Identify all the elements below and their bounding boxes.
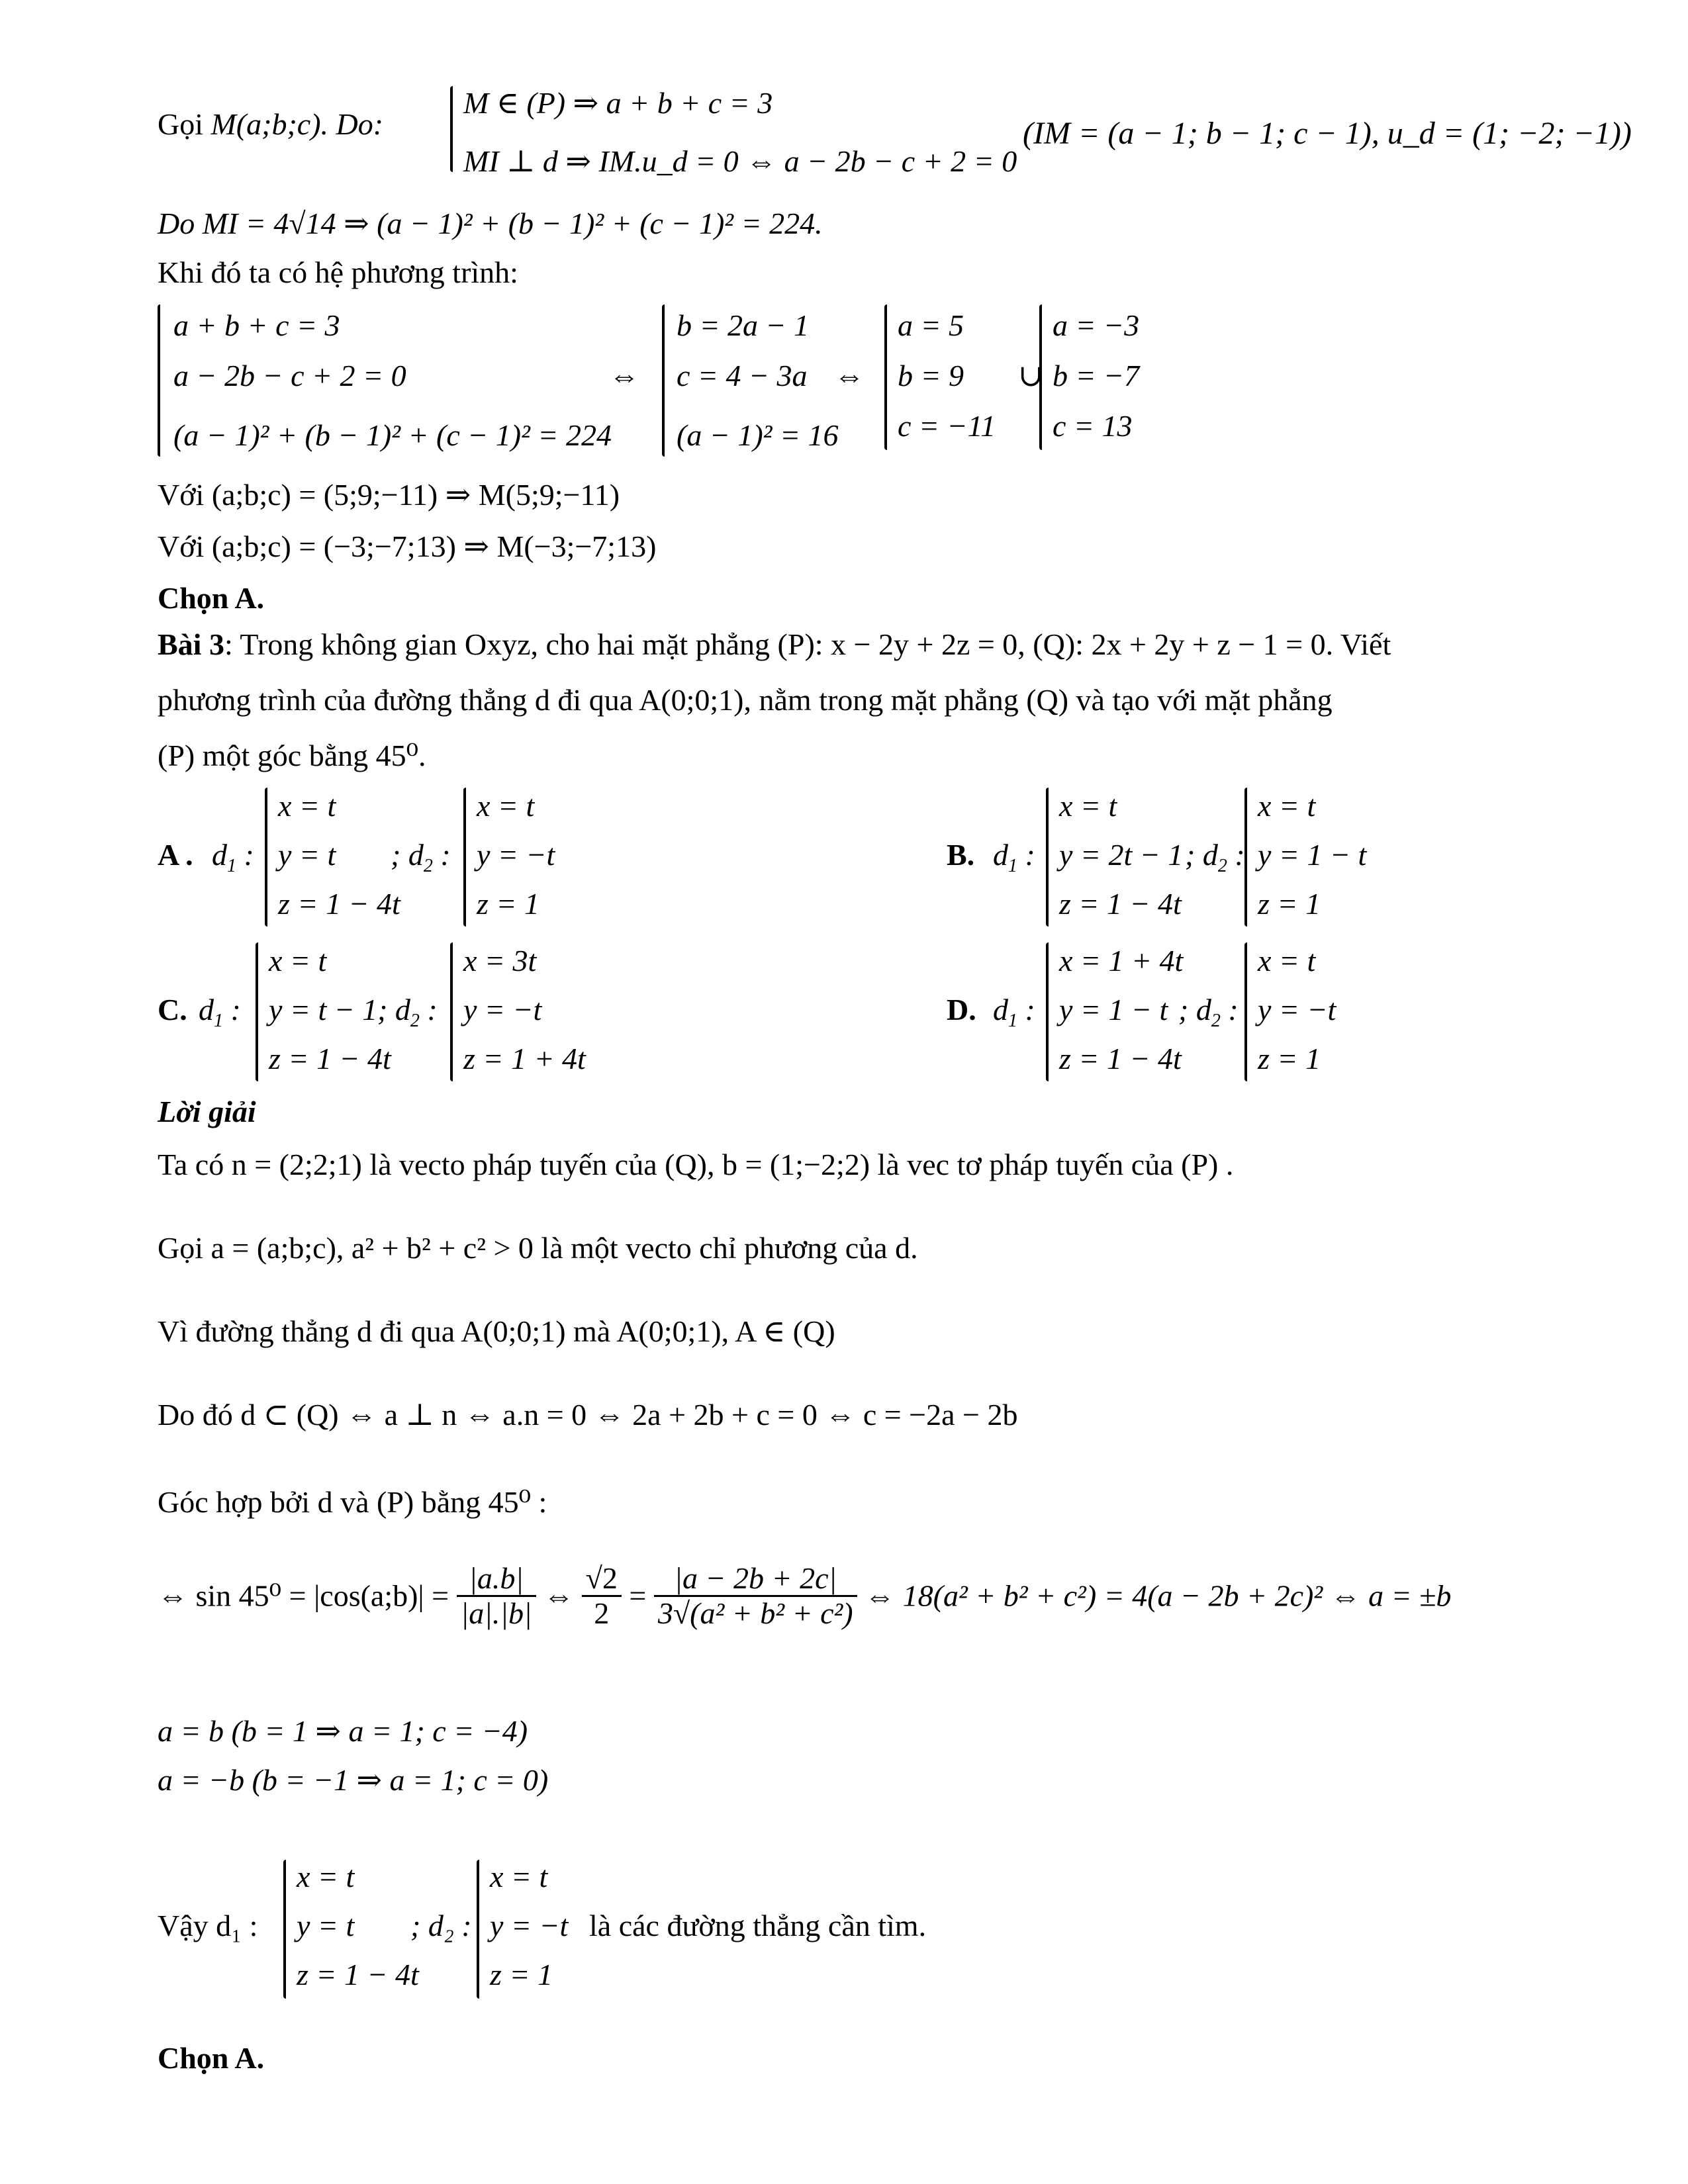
equation: y = −t: [463, 993, 542, 1026]
equation: a = −b (b = −1 ⇒ a = 1; c = 0): [158, 1763, 549, 1797]
brace: [1039, 304, 1042, 450]
equation: y = −t: [477, 838, 555, 872]
equation: M ∈ (P) ⇒ a + b + c = 3: [463, 86, 773, 120]
equation: z = 1 − 4t: [1059, 1042, 1182, 1075]
equiv-symbol: ⇔: [834, 359, 865, 392]
brace: [1244, 788, 1247, 927]
d1-label: $d_1$ :: [212, 838, 254, 877]
option-a-label: A .: [158, 838, 193, 872]
equation: z = 1 − 4t: [269, 1042, 391, 1075]
brace: [1046, 942, 1049, 1081]
d1-label: $d_1$ :: [993, 838, 1035, 877]
option-b-label: B.: [947, 838, 975, 872]
d2-label: ; d₂ :: [410, 1909, 472, 1942]
equation: z = 1: [490, 1958, 553, 1991]
brace: [256, 942, 258, 1081]
equiv-symbol: ⇔: [609, 359, 639, 392]
problem-line: (P) một góc bằng 45⁰.: [158, 739, 426, 772]
brace: [158, 304, 160, 457]
answer-line: Chọn A.: [158, 2041, 265, 2075]
equation: (a − 1)² = 16: [677, 418, 839, 452]
equation: x = 3t: [463, 944, 537, 978]
brace: [477, 1860, 479, 1999]
conclusion-label: Vậy d₁ :: [158, 1909, 258, 1942]
text-line: Do đó d ⊂ (Q) ⇔ a ⊥ n ⇔ a.n = 0 ⇔ 2a + 2b + c = 0 ⇔ c = −2a − 2b: [158, 1398, 1018, 1432]
equation: y = t: [278, 838, 336, 872]
equation: c = 4 − 3a: [677, 359, 808, 392]
option-c-label: C.: [158, 993, 187, 1026]
equation: b = 9: [898, 359, 964, 392]
equation: z = 1 − 4t: [1059, 887, 1182, 921]
text-line: Với (a;b;c) = (−3;−7;13) ⇒ M(−3;−7;13): [158, 529, 657, 563]
equation: z = 1: [1258, 1042, 1321, 1075]
equation: z = 1 − 4t: [297, 1958, 419, 1991]
equation: b = −7: [1053, 359, 1140, 392]
equation: z = 1: [1258, 887, 1321, 921]
equation: y = t − 1: [269, 993, 378, 1026]
brace: [450, 942, 453, 1081]
answer-line: Chọn A.: [158, 581, 265, 615]
text-line: Vì đường thẳng d đi qua A(0;0;1) mà A(0;0;1), A ∈ (Q): [158, 1314, 835, 1348]
equation: y = t: [297, 1909, 355, 1942]
d2-label: ; $d_2$ :: [1185, 838, 1245, 877]
equation: MI ⊥ d ⇒ IM.u_d = 0 ⇔ a − 2b − c + 2 = 0: [463, 144, 1017, 178]
text-line: Ta có n = (2;2;1) là vecto pháp tuyến của (Q), b = (1;−2;2) là vec tơ pháp tuyến của (P) .: [158, 1148, 1234, 1181]
brace: [283, 1860, 286, 1999]
d2-label: ; $d_2$ :: [391, 838, 451, 877]
equation: z = 1 − 4t: [278, 887, 400, 921]
equation: y = −t: [1258, 993, 1336, 1026]
equation: (a − 1)² + (b − 1)² + (c − 1)² = 224: [173, 418, 612, 452]
equation: x = t: [1258, 944, 1316, 978]
equation: x = t: [1258, 789, 1316, 823]
equation: y = 2t − 1: [1059, 838, 1184, 872]
equation: x = t: [269, 944, 327, 978]
brace: [450, 86, 453, 172]
brace: [884, 304, 887, 450]
brace: [662, 304, 665, 457]
problem-line: Bài 3: Trong không gian Oxyz, cho hai mặt phẳng (P): x − 2y + 2z = 0, (Q): 2x + 2y + z − 1 = 0. Viết: [158, 627, 1391, 661]
text-line: Góc hợp bởi d và (P) bằng 45⁰ :: [158, 1485, 547, 1519]
brace: [1244, 942, 1247, 1081]
equation: z = 1 + 4t: [463, 1042, 586, 1075]
equation-line: ⇔ sin 45⁰ = |cos(a;b)| = $\frac{|a.b|}{|a|.|b|}$ ⇔ $\frac{√2}{2}$ = $\frac{|a - 2b + 2c|}{\text{3√(a² + b² + c²)}}$ ⇔ 18(a² + b² + c²) = 4(a − 2b + 2c)² ⇔ a = ±b: [158, 1561, 1452, 1630]
equation: a + b + c = 3: [173, 308, 340, 342]
equation: x = t: [1059, 789, 1117, 823]
equation: x = t: [297, 1860, 355, 1893]
equation: x = t: [278, 789, 336, 823]
d2-label: ; $d_2$ :: [377, 993, 438, 1032]
option-d-label: D.: [947, 993, 976, 1026]
brace: [463, 788, 466, 927]
equation: y = −t: [490, 1909, 569, 1942]
equation: x = t: [477, 789, 535, 823]
equation: b = 2a − 1: [677, 308, 810, 342]
equation: a − 2b − c + 2 = 0: [173, 359, 406, 392]
text-line: Do MI = 4√14 ⇒ (a − 1)² + (b − 1)² + (c − 1)² = 224.: [158, 206, 823, 240]
equation: c = 13: [1053, 409, 1133, 443]
brace: [265, 788, 267, 927]
conclusion-text: là các đường thẳng cần tìm.: [589, 1909, 927, 1942]
equation: y = 1 − t: [1059, 993, 1168, 1026]
equation: c = −11: [898, 409, 996, 443]
d1-label: $d_1$ :: [993, 993, 1035, 1032]
equation: a = 5: [898, 308, 964, 342]
solution-heading: Lời giải: [158, 1095, 256, 1128]
equation: y = 1 − t: [1258, 838, 1367, 872]
union-symbol: ∪: [1018, 359, 1044, 392]
brace: [1046, 788, 1049, 927]
equation: (IM = (a − 1; b − 1; c − 1), u_d = (1; −2; −1)): [1023, 116, 1632, 151]
text-line: Với (a;b;c) = (5;9;−11) ⇒ M(5;9;−11): [158, 478, 620, 512]
equation: a = −3: [1053, 308, 1140, 342]
equation: x = t: [490, 1860, 548, 1893]
equation: a = b (b = 1 ⇒ a = 1; c = −4): [158, 1714, 528, 1748]
text-line: Gọi a = (a;b;c), a² + b² + c² > 0 là một vecto chỉ phương của d.: [158, 1231, 918, 1265]
d1-label: $d_1$ :: [199, 993, 241, 1032]
equation: z = 1: [477, 887, 539, 921]
text-line: Gọi M(a;b;c). Do:: [158, 107, 384, 141]
text-line: Khi đó ta có hệ phương trình:: [158, 255, 518, 289]
problem-line: phương trình của đường thẳng d đi qua A(0;0;1), nằm trong mặt phẳng (Q) và tạo với mặt phẳng: [158, 683, 1333, 717]
d2-label: ; $d_2$ :: [1178, 993, 1239, 1032]
equation: x = 1 + 4t: [1059, 944, 1184, 978]
